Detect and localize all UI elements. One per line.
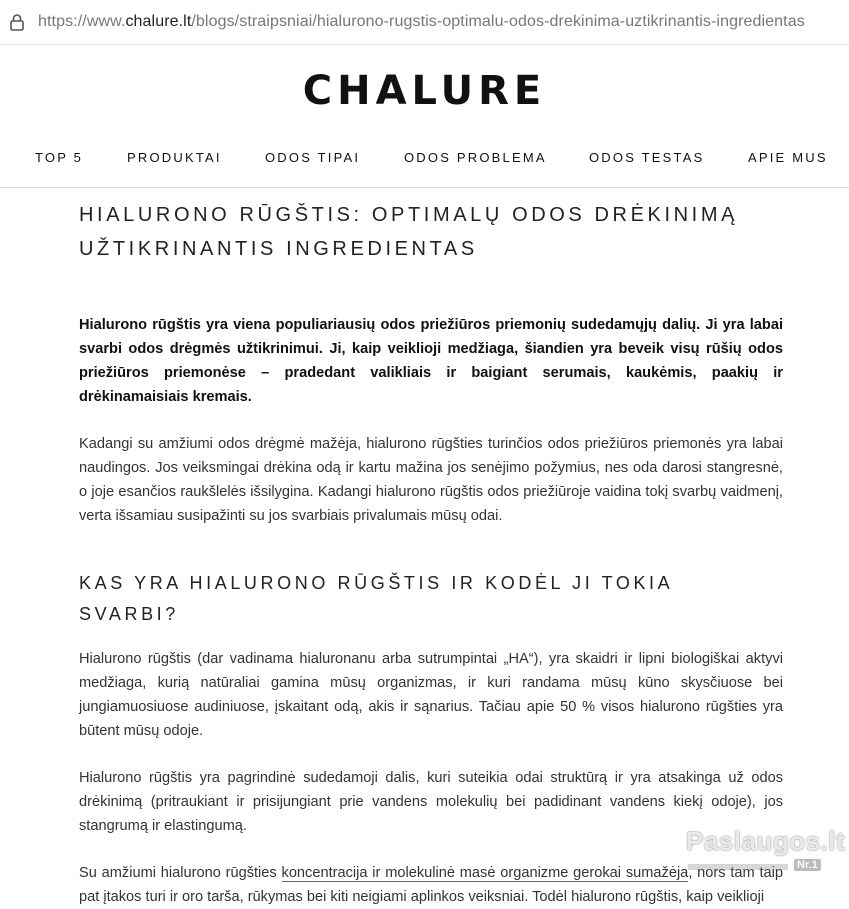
nav-item-odos-problema[interactable]: ODOS PROBLEMA	[404, 150, 547, 165]
article-paragraph: Hialurono rūgštis yra pagrindinė sudedamoji dalis, kuri suteikia odai struktūrą ir yra atsakinga už odos drėkinimą (pritraukiant ir prisijungiant prie vandens molekulių bei padidinant vandens kiekį odoje), jos stangrumą ir elastingumą.	[79, 770, 783, 834]
url-scheme: https://www.	[38, 13, 126, 30]
paragraph-text: , nors tam taip pat įtakos turi ir oro tarša, rūkymas bei kiti neigiami aplinkos veiksniai. Todėl hialurono rūgštis, kaip veiklioji	[79, 865, 784, 905]
article-title-line1: HIALURONO RŪGŠTIS: OPTIMALŲ ODOS DRĖKINIMĄ	[79, 204, 739, 226]
lock-icon[interactable]	[10, 13, 24, 31]
nav-item-odos-tipai[interactable]: ODOS TIPAI	[265, 150, 361, 165]
paragraph-text: Su amžiumi hialurono rūgšties	[79, 865, 282, 881]
url-path: /blogs/straipsniai/hialurono-rugstis-optimalu-odos-drekinima-uztikrinantis-ingredientas	[191, 13, 805, 30]
watermark-badge: Nr.1	[794, 859, 821, 871]
nav-item-odos-testas[interactable]: ODOS TESTAS	[589, 150, 705, 165]
watermark	[686, 826, 846, 878]
watermark-bar	[688, 864, 788, 870]
nav-item-produktai[interactable]: PRODUKTAI	[127, 150, 222, 165]
site-logo[interactable]: CHALURE	[302, 68, 547, 114]
section-heading	[79, 568, 783, 630]
concentration-link[interactable]: koncentracija ir molekulinė masė organizme gerokai sumažėja	[281, 865, 689, 881]
article-paragraph: Hialurono rūgštis (dar vadinama hialuronanu arba sutrumpintai „HA“), yra skaidri ir lipni biologiškai aktyvi medžiaga, kurią natūraliai gamina mūsų organizmas, ir kuri randama mūsų kūno skysčiuose bei jungiamuosiuose audiniuose, įskaitant odą, akis ir sąnarius. Tačiau apie 50 % visos hialurono rūgšties yra būtent mūsų odoje.	[79, 651, 783, 739]
url-host: chalure.lt	[125, 13, 192, 30]
nav-item-top5[interactable]: TOP 5	[35, 150, 84, 165]
article-title-line2: UŽTIKRINANTIS INGREDIENTAS	[79, 238, 478, 260]
section-heading-line2: SVARBI?	[79, 604, 179, 624]
article-paragraph	[79, 861, 783, 909]
article-title	[79, 198, 783, 266]
header-divider	[0, 187, 849, 188]
address-bar[interactable]	[0, 0, 849, 45]
url-text[interactable]	[38, 13, 805, 31]
nav-item-apie-mus[interactable]: APIE MUS	[748, 150, 828, 165]
main-nav	[0, 150, 849, 170]
watermark-text: Paslaugos.lt	[686, 826, 846, 856]
section-heading-line1: KAS YRA HIALURONO RŪGŠTIS IR KODĖL JI TOKIA	[79, 573, 674, 593]
article-lead: Hialurono rūgštis yra viena populiariausių odos priežiūros priemonių sudedamųjų dalių. Ji yra labai svarbi odos drėgmės užtikrinimui. Ji, kaip veiklioji medžiaga, šiandien yra beveik visų rūšių odos priežiūros priemonėse – pradedant valikliais ir baigiant serumais, kaukėmis, paakių ir drėkinamaisiais kremais.	[79, 317, 783, 405]
article-paragraph: Kadangi su amžiumi odos drėgmė mažėja, hialurono rūgšties turinčios odos priežiūros priemonės yra labai naudingos. Jos veiksmingai drėkina odą ir kartu mažina jos senėjimo požymius, nes oda darosi stangresnė, o joje esančios raukšlelės išsilygina. Kadangi hialurono rūgštis odos priežiūroje vaidina tokį svarbų vaidmenį, verta išsamiau susipažinti su jos svarbiais privalumais mūsų odai.	[79, 436, 783, 524]
